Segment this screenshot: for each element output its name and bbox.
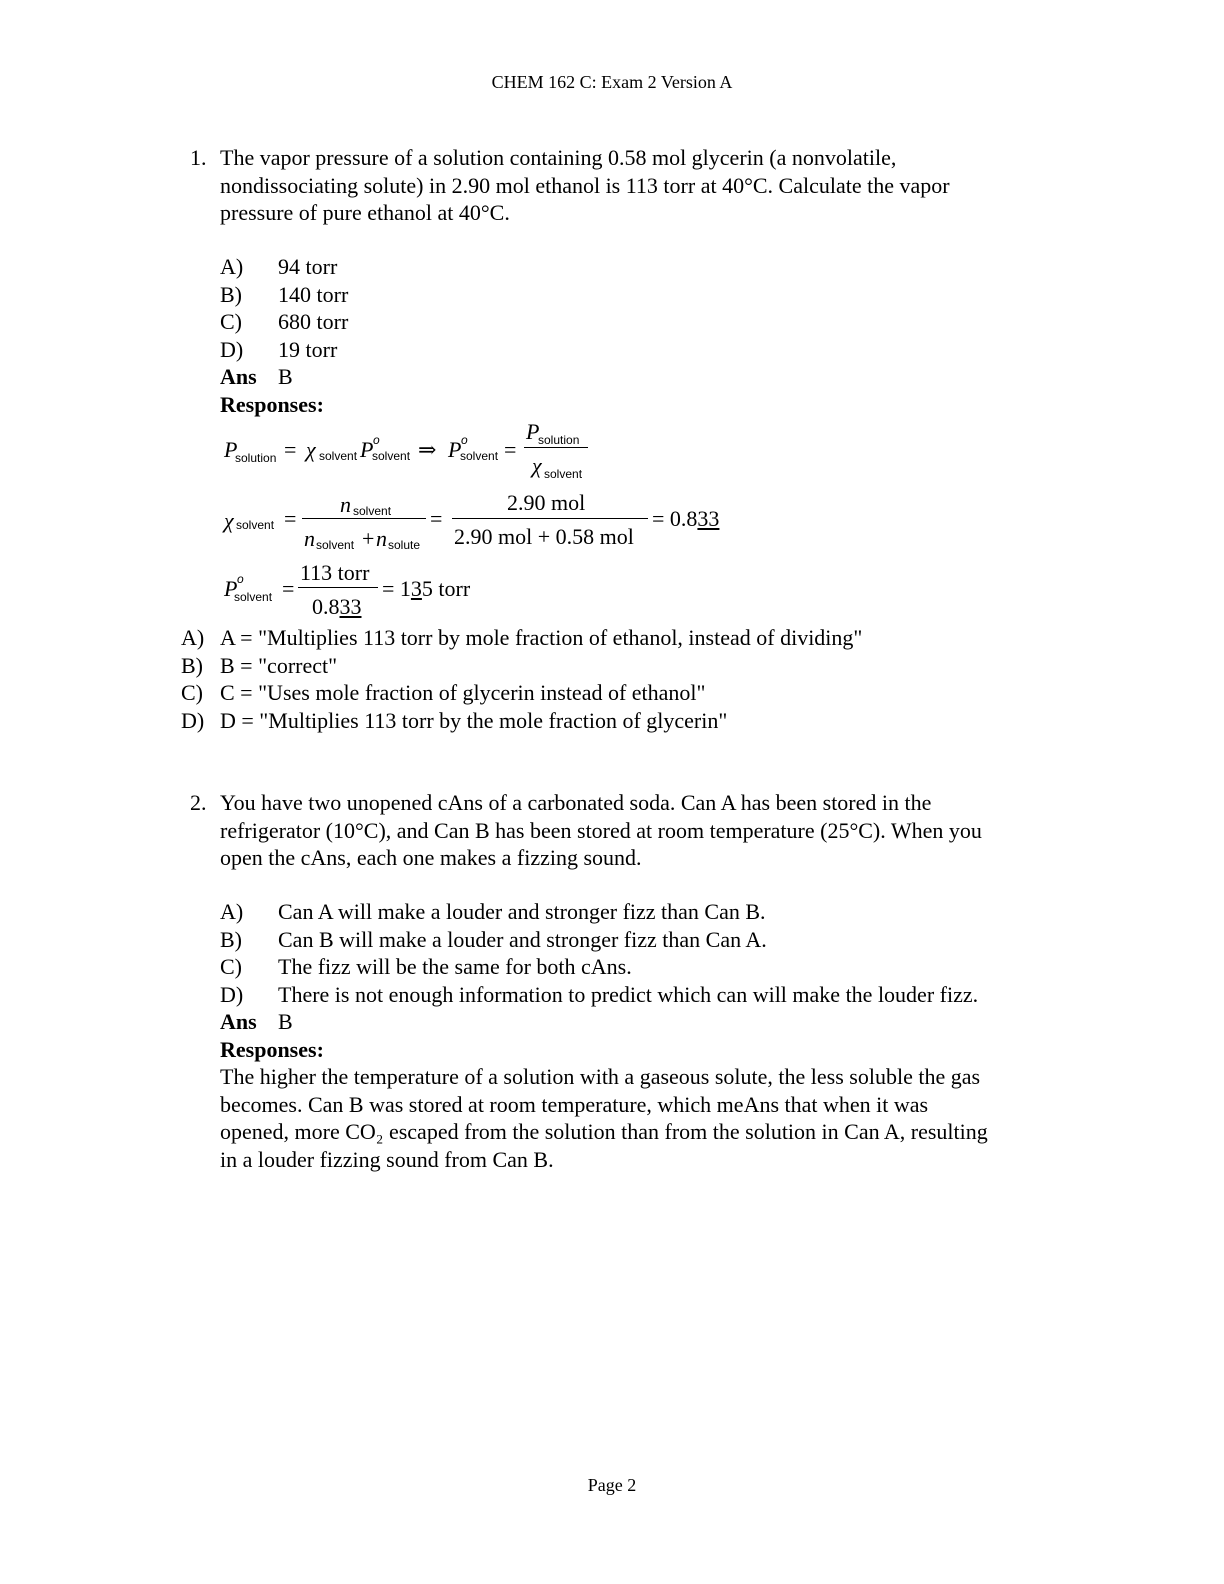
q1-stem-line-2: nondissociating solute) in 2.90 mol ethanol is 113 torr at 40°C. Calculate the vapor	[220, 172, 950, 198]
q1-response-a-text: A = "Multiplies 113 torr by mole fraction of ethanol, instead of dividing"	[220, 625, 863, 650]
q1-response-d-text: D = "Multiplies 113 torr by the mole fraction of glycerin"	[220, 707, 728, 733]
q1-stem-line-3: pressure of pure ethanol at 40°C.	[220, 200, 510, 225]
q2-stem-line-1: You have two unopened cAns of a carbonated soda. Can A has been stored in the	[220, 790, 932, 815]
q1-option-a-letter: A)	[220, 254, 244, 279]
page-header: CHEM 162 C: Exam 2 Version A	[491, 72, 733, 92]
q1-stem-line-1: The vapor pressure of a solution containing 0.58 mol glycerin (a nonvolatile,	[220, 145, 897, 170]
q1-option-b-letter: B)	[220, 281, 242, 307]
q1-response-b-letter: B)	[181, 652, 203, 678]
q2-ans-label: Ans	[220, 1009, 257, 1034]
q2-option-c-text: The fizz will be the same for both cAns.	[278, 954, 632, 979]
q2-option-b-letter: B)	[220, 926, 242, 952]
q1-option-a-text: 94 torr	[278, 254, 338, 279]
q1-response-b-text: B = "correct"	[220, 652, 338, 678]
q1-responses-label: Responses:	[220, 391, 324, 417]
q2-number: 2.	[190, 790, 207, 815]
q2-response-line-3: opened, more CO₂ escaped from the solution than from the solution in Can A, resulting	[220, 1119, 988, 1144]
q2-option-d-letter: D)	[220, 981, 244, 1007]
q2-responses-label: Responses:	[220, 1036, 324, 1062]
q2-option-c-letter: C)	[220, 954, 242, 979]
q1-option-c-letter: C)	[220, 309, 242, 334]
q1-equation-3: P o solvent = 113 torr 0.833 = 135 torr	[224, 560, 471, 619]
q1-equation-1: P solution = χ solvent P o solvent ⇒ P o solvent = P solution χ solvent	[220, 425, 620, 485]
q1-option-d-letter: D)	[220, 336, 244, 362]
q1-response-d-letter: D)	[181, 707, 205, 733]
q2-option-b-text: Can B will make a louder and stronger fizz than Can A.	[278, 926, 767, 952]
page-number: Page 2	[587, 1475, 637, 1495]
q2-stem-line-2: refrigerator (10°C), and Can B has been stored at room temperature (25°C). When you	[220, 817, 982, 843]
q1-ans-value: B	[278, 364, 293, 389]
q1-ans-label: Ans	[220, 364, 257, 389]
q1-eq2-result: = 0.833	[652, 506, 720, 531]
q1-option-d-text: 19 torr	[278, 336, 338, 362]
q1-eq3-result: = 135 torr	[382, 576, 471, 601]
q2-ans-value: B	[278, 1009, 293, 1034]
q1-eq3-denominator: 0.833	[312, 594, 362, 619]
q2-stem-line-3: open the cAns, each one makes a fizzing sound.	[220, 845, 642, 870]
q1-option-b-text: 140 torr	[278, 281, 349, 307]
q1-response-c-letter: C)	[181, 680, 203, 705]
q1-option-c-text: 680 torr	[278, 309, 349, 334]
q1-response-c-text: C = "Uses mole fraction of glycerin instead of ethanol"	[220, 680, 706, 705]
q2-response-line-2: becomes. Can B was stored at room temperature, which meAns that when it was	[220, 1091, 929, 1117]
q1-equation-2: χ solvent = n solvent n solvent + n solute = 2.90 mol 2.90 mol + 0.58 mol = 0.833	[224, 490, 720, 552]
q2-response-line-1: The higher the temperature of a solution with a gaseous solute, the less soluble the gas	[220, 1064, 981, 1089]
q2-option-d-text: There is not enough information to predict which can will make the louder fizz.	[278, 981, 979, 1007]
q1-number: 1.	[190, 145, 207, 170]
q2-option-a-text: Can A will make a louder and stronger fizz than Can B.	[278, 899, 766, 924]
q2-option-a-letter: A)	[220, 899, 244, 924]
q2-response-line-4: in a louder fizzing sound from Can B.	[220, 1146, 554, 1172]
q1-response-a-letter: A)	[181, 625, 205, 650]
